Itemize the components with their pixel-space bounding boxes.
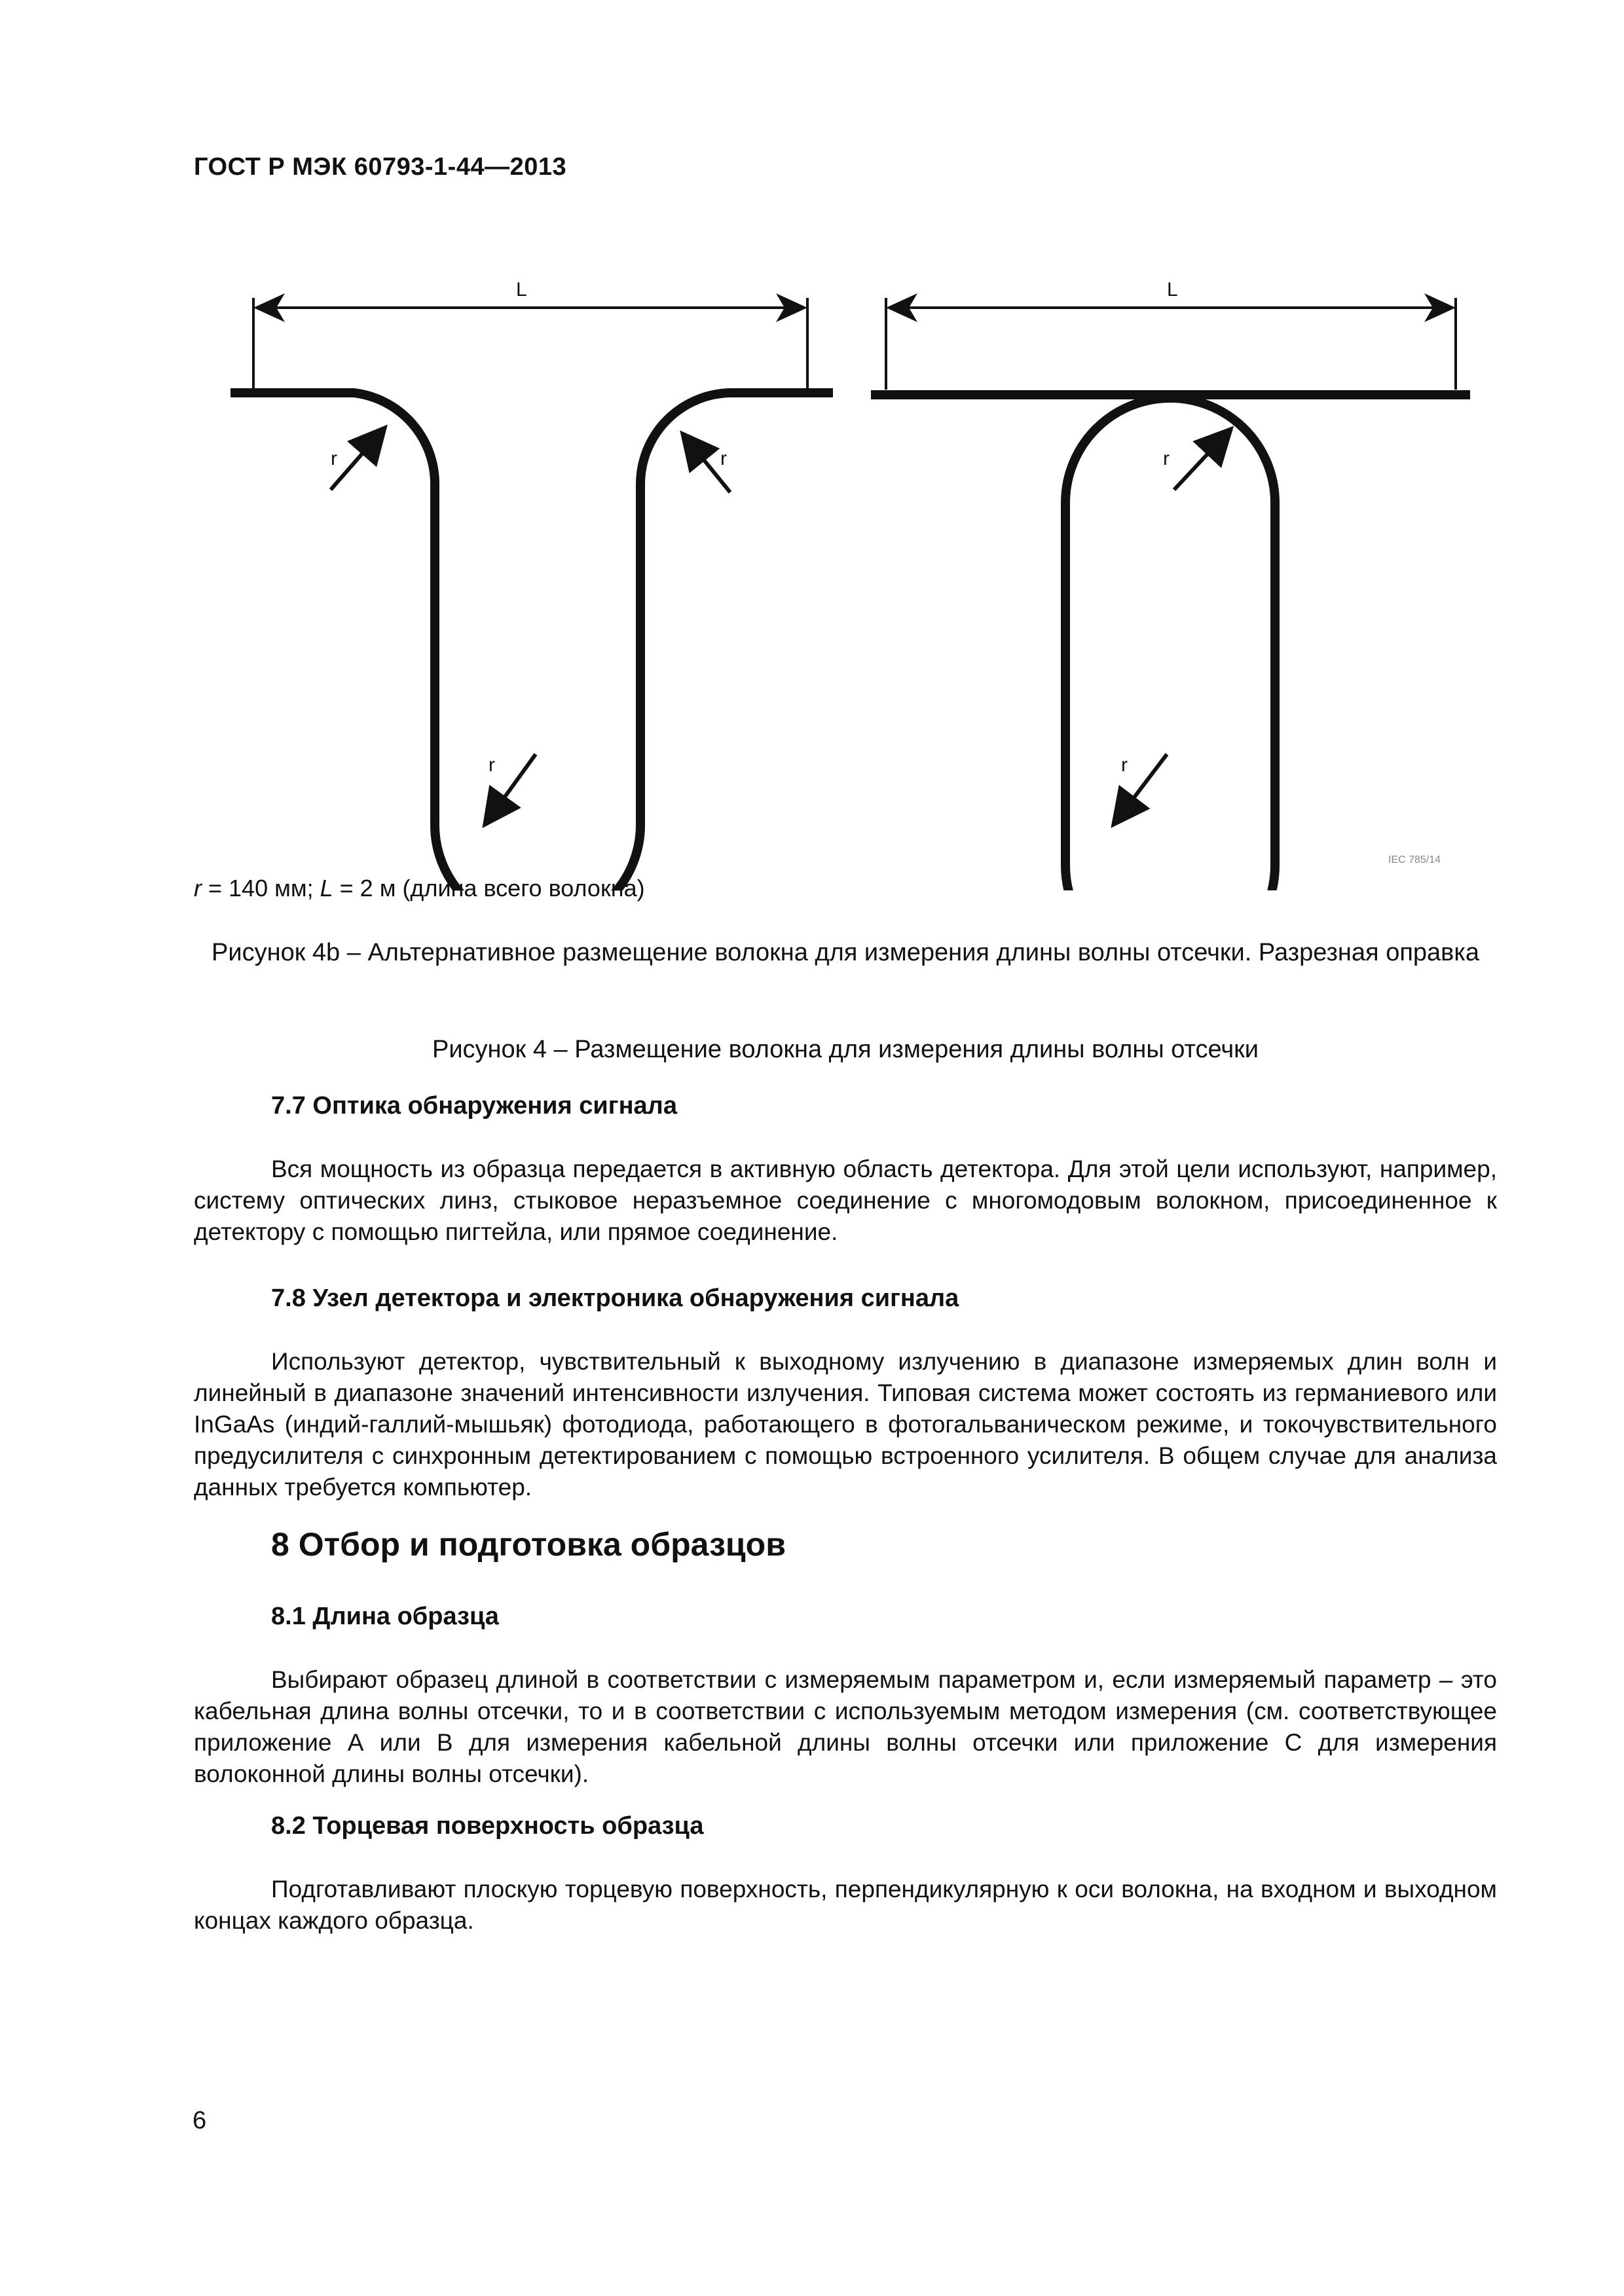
left-radius-arrow-1 bbox=[331, 428, 385, 490]
legend-l-symbol: L bbox=[320, 875, 333, 902]
section-8-2-heading: 8.2 Торцевая поверхность образца bbox=[271, 1812, 704, 1840]
document-header: ГОСТ Р МЭК 60793-1-44—2013 bbox=[194, 153, 567, 181]
right-length-label: L bbox=[1167, 279, 1178, 301]
figure-4b-caption: Рисунок 4b – Альтернативное размещение волокна для измерения длины волны отсечки. Разрезная оправка bbox=[212, 939, 1479, 966]
left-fiber bbox=[231, 393, 833, 890]
left-radius-label-1: r bbox=[331, 448, 337, 469]
fiber-deployment-figure bbox=[223, 262, 1519, 890]
left-drawing bbox=[231, 279, 833, 890]
section-8-1-heading: 8.1 Длина образца bbox=[271, 1603, 499, 1630]
left-length-label: L bbox=[516, 279, 527, 301]
section-7-8-text: Используют детектор, чувствительный к выходному излучению в диапазоне измеряемых длин волн и линейный в диапазоне значений интенсивности излучения. Типовая система может состоять из германиевого или InGaAs (индий-галлий-мышьяк) фотодиода, работающего в фотогальваническом режиме, и токочувствительного предусилителя с синхронным детектированием с помощью встроенного усилителя. В общем случае для анализа данных требуется компьютер. bbox=[194, 1348, 1497, 1501]
right-radius-label-2: r bbox=[1121, 754, 1128, 776]
section-7-7-heading: 7.7 Оптика обнаружения сигнала bbox=[271, 1092, 677, 1120]
section-8-heading: 8 Отбор и подготовка образцов bbox=[271, 1526, 786, 1563]
legend-r-value: = 140 мм; bbox=[202, 875, 320, 902]
legend-l-value: = 2 м (длина всего волокна) bbox=[333, 875, 645, 902]
right-radius-arrow-1 bbox=[1174, 429, 1231, 490]
right-fiber-loop bbox=[1065, 398, 1275, 890]
left-radius-label-2: r bbox=[720, 448, 727, 469]
page-number: 6 bbox=[193, 2107, 207, 2134]
section-8-2-text: Подготавливают плоскую торцевую поверхность, перпендикулярную к оси волокна, на входном и выходном концах каждого образца. bbox=[194, 1876, 1497, 1934]
figure-4-caption: Рисунок 4 – Размещение волокна для измерения длины волны отсечки bbox=[432, 1036, 1259, 1063]
left-radius-label-3: r bbox=[489, 754, 495, 776]
legend-r-symbol: r bbox=[194, 875, 202, 902]
right-drawing bbox=[871, 279, 1470, 890]
figure-legend bbox=[194, 875, 645, 902]
section-7-7-text: Вся мощность из образца передается в активную область детектора. Для этой цели используют, например, систему оптических линз, стыковое неразъемное соединение с многомодовым волокном, присоединенное к детектору с помощью пигтейла, или прямое соединение. bbox=[194, 1156, 1497, 1245]
section-8-1-text: Выбирают образец длиной в соответствии с измеряемым параметром и, если измеряемый параметр – это кабельная длина волны отсечки, то и в соответствии с используемым методом измерения (см. соответствующее приложение А или В для измерения кабельной длины волны отсечки или приложение С для измерения волоконной длины волны отсечки). bbox=[194, 1666, 1497, 1787]
section-7-8-heading: 7.8 Узел детектора и электроника обнаружения сигнала bbox=[271, 1285, 959, 1312]
figure-id: IEC 785/14 bbox=[1388, 854, 1441, 866]
right-radius-label-1: r bbox=[1163, 448, 1170, 469]
